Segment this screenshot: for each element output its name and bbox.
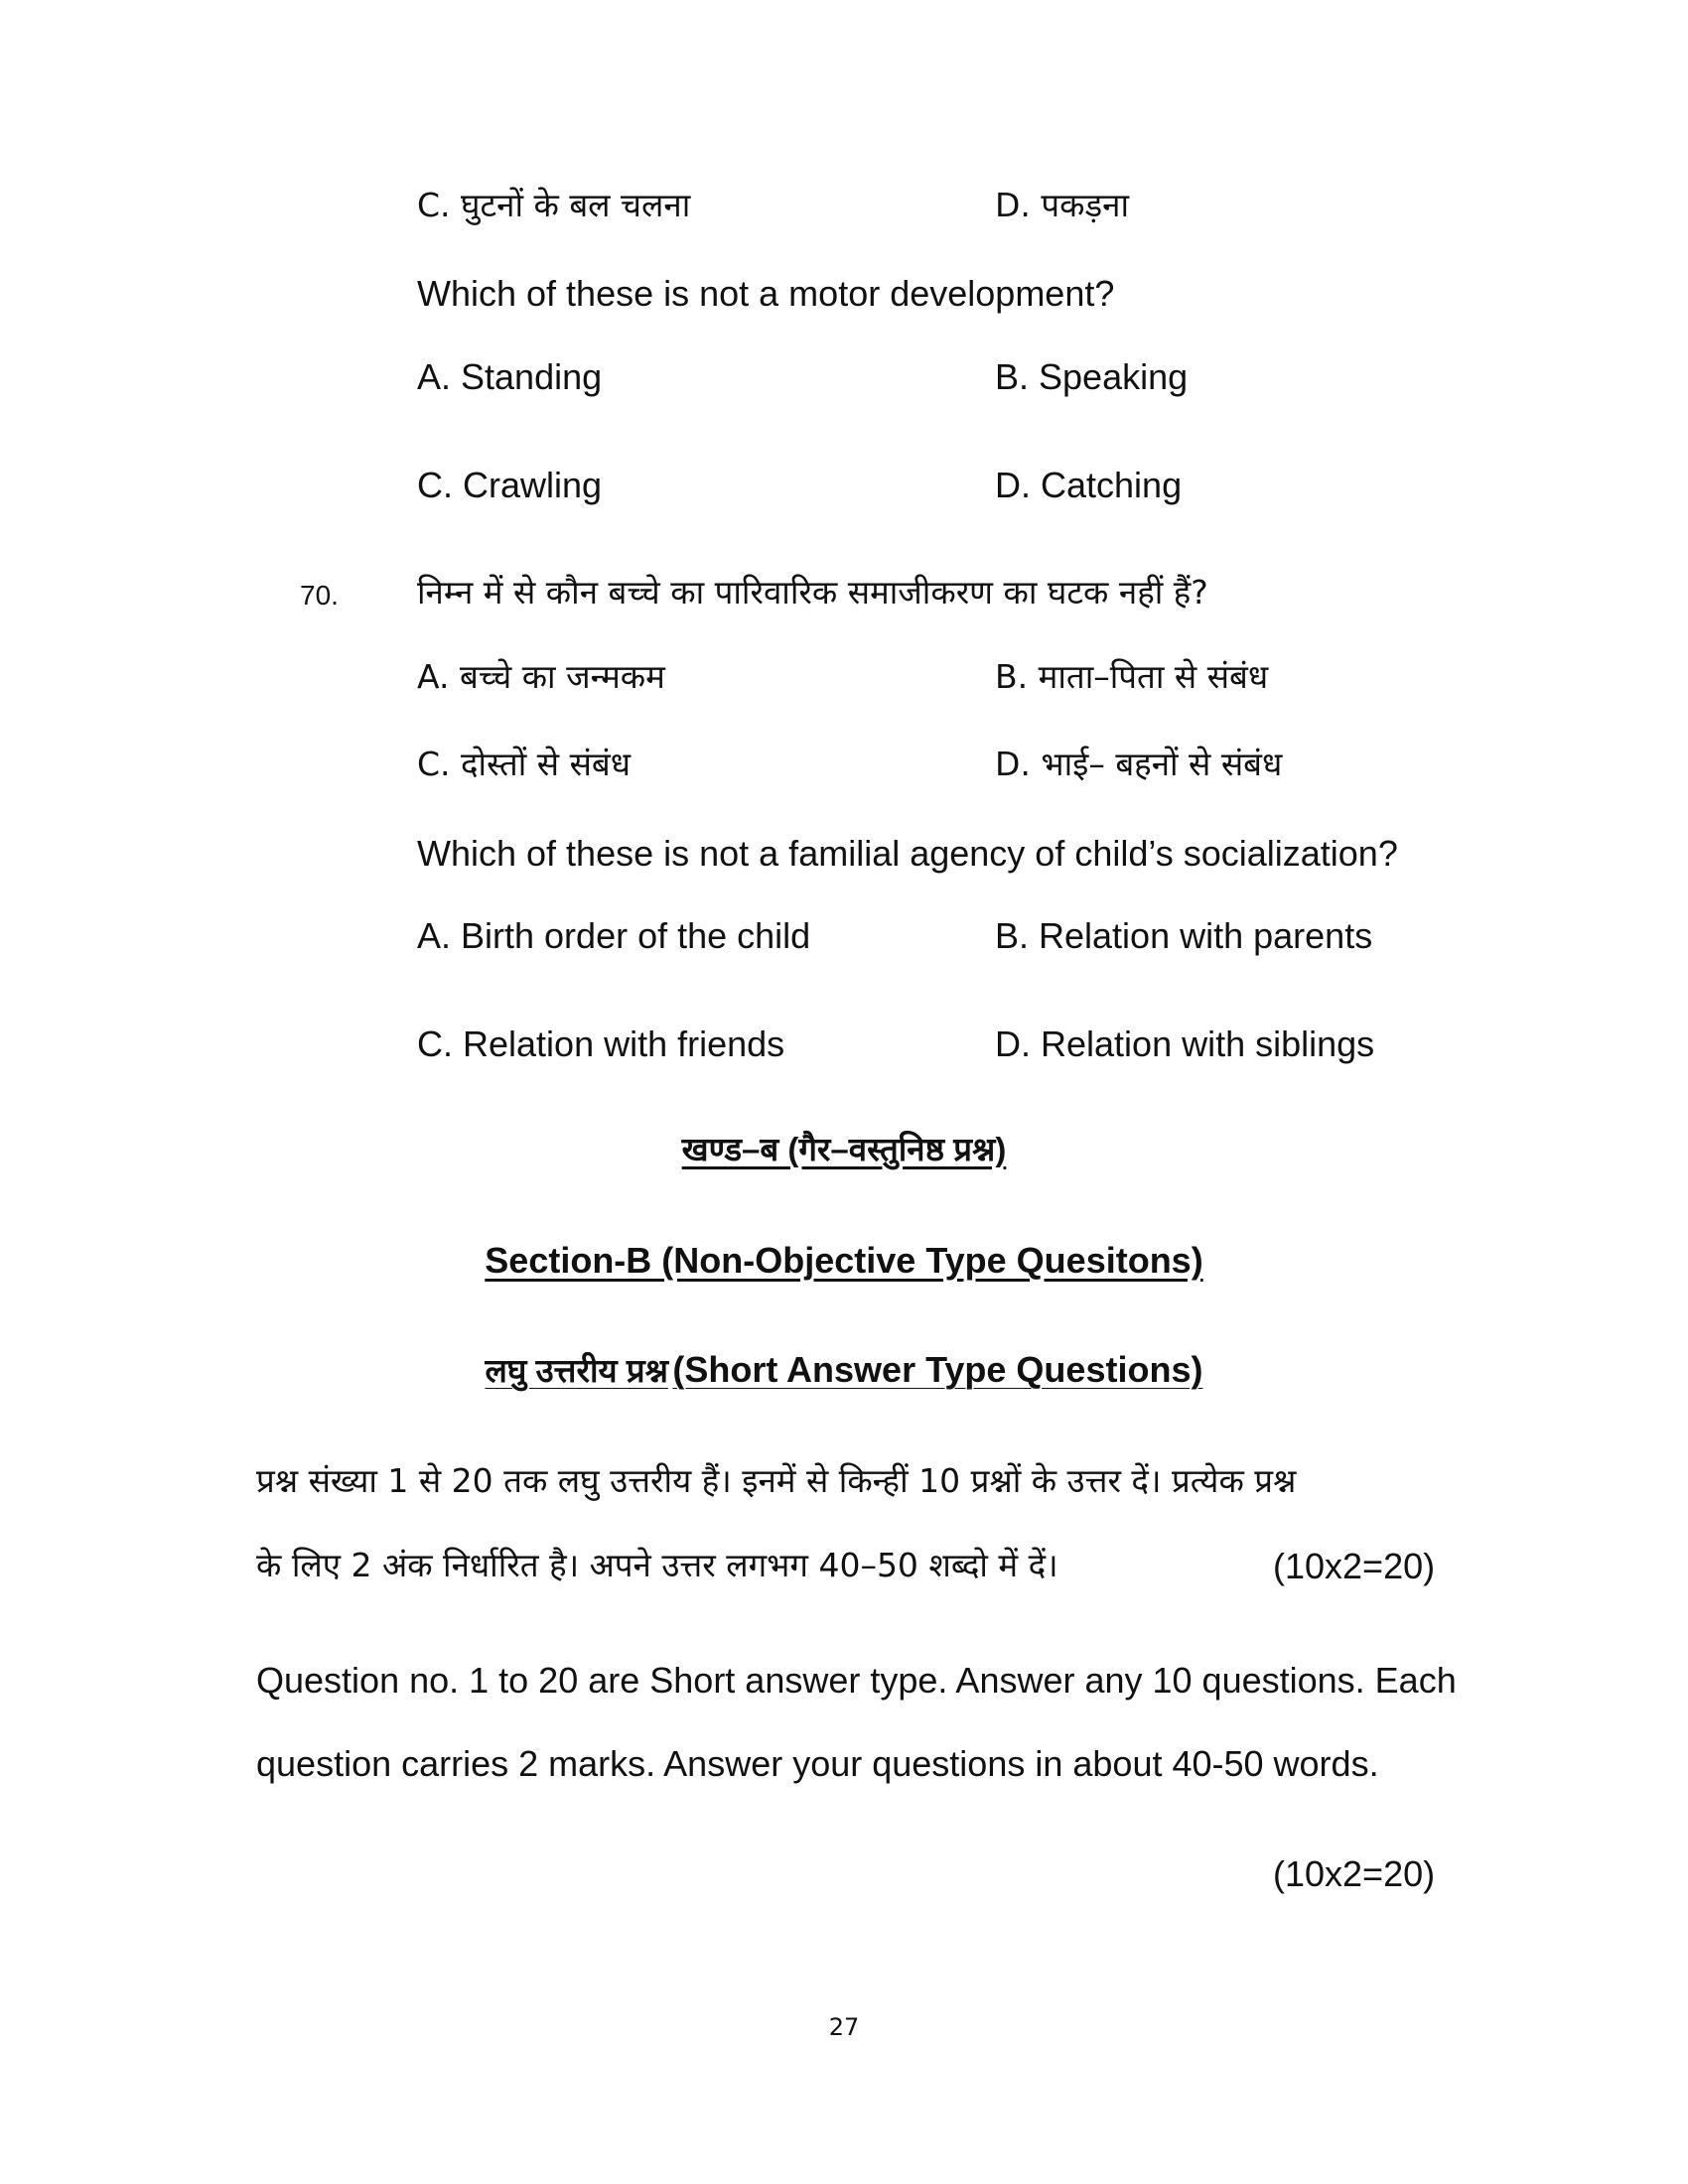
prev-option-a-english: A. Standing bbox=[417, 356, 603, 397]
q70-option-a-english: A. Birth order of the child bbox=[417, 915, 811, 956]
prev-option-b-english: B. Speaking bbox=[995, 356, 1189, 397]
prev-option-d-hindi: D. पकड़ना bbox=[995, 186, 1129, 224]
instruction-hindi-line-1: प्रश्न संख्या 1 से 20 तक लघु उत्तरीय हैं। इनमें से किन्हीं 10 प्रश्नों के उत्तर दें। प्रत्येक प्रश्न bbox=[256, 1461, 1297, 1500]
instruction-english-line-1: Question no. 1 to 20 are Short answer type. Answer any 10 questions. Each bbox=[256, 1660, 1457, 1701]
short-answer-subheading bbox=[0, 1349, 1688, 1390]
q70-option-c-english: C. Relation with friends bbox=[417, 1024, 785, 1064]
short-answer-subheading-english: (Short Answer Type Questions) bbox=[672, 1349, 1203, 1390]
short-answer-subheading-hindi: लघु उत्तरीय प्रश्न bbox=[485, 1352, 668, 1389]
q70-option-a-hindi: A. बच्चे का जन्मकम bbox=[417, 657, 665, 696]
q70-option-b-hindi: B. माता–पिता से संबंध bbox=[995, 657, 1269, 696]
question-70-hindi-text: निम्न में से कौन बच्चे का पारिवारिक समाजीकरण का घटक नहीं हैं? bbox=[417, 573, 1208, 612]
page-number: 27 bbox=[828, 2013, 860, 2041]
instruction-english-line-2: question carries 2 marks. Answer your questions in about 40-50 words. bbox=[256, 1743, 1379, 1784]
q70-option-d-english: D. Relation with siblings bbox=[995, 1024, 1375, 1064]
q70-option-b-english: B. Relation with parents bbox=[995, 915, 1373, 956]
q70-option-d-hindi: D. भाई– बहनों से संबंध bbox=[995, 745, 1283, 783]
section-b-heading-english: Section-B (Non-Objective Type Quesitons) bbox=[485, 1240, 1203, 1281]
marks-hindi: (10x2=20) bbox=[1273, 1546, 1436, 1586]
prev-question-english-text: Which of these is not a motor development? bbox=[417, 273, 1115, 314]
prev-option-d-english: D. Catching bbox=[995, 465, 1183, 505]
question-70-english-text: Which of these is not a familial agency of child’s socialization? bbox=[417, 833, 1398, 874]
prev-option-c-english: C. Crawling bbox=[417, 465, 603, 505]
prev-option-c-hindi: C. घुटनों के बल चलना bbox=[417, 186, 691, 224]
q70-option-c-hindi: C. दोस्तों से संबंध bbox=[417, 745, 632, 783]
instruction-hindi-line-2: के लिए 2 अंक निर्धारित है। अपने उत्तर लगभग 40–50 शब्दो में दें। bbox=[256, 1546, 1058, 1584]
section-b-heading-hindi: खण्ड–ब (गैर–वस्तुनिष्ठ प्रश्न) bbox=[681, 1131, 1007, 1167]
marks-english: (10x2=20) bbox=[1273, 1853, 1436, 1894]
question-number: 70. bbox=[300, 580, 339, 611]
